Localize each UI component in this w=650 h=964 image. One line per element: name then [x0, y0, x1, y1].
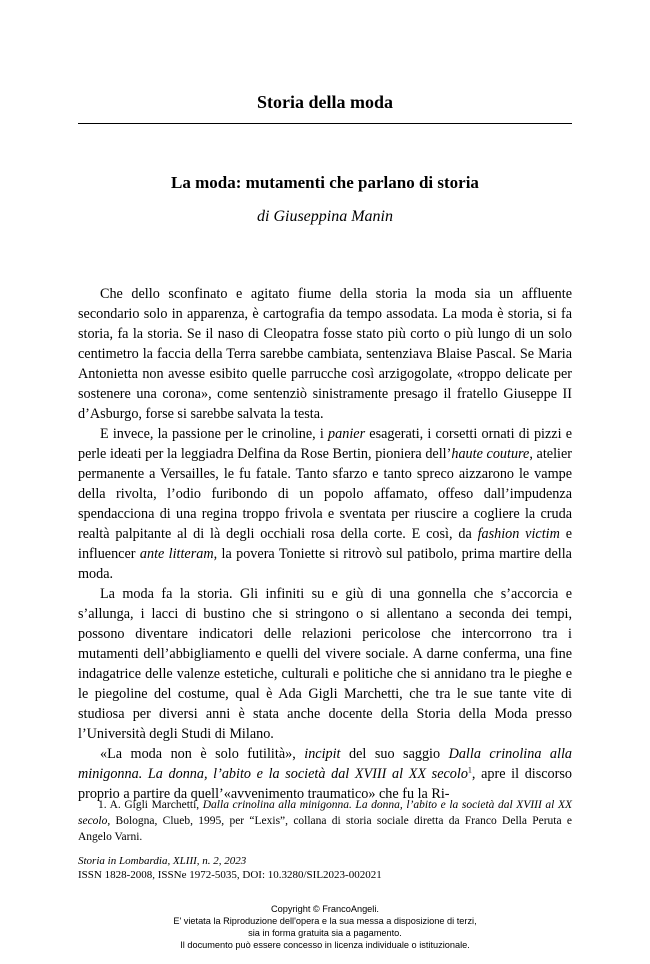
paragraph-1: Che dello sconfinato e agitato fiume della storia la moda sia un affluente secondario solo in apparenza, è cartografia da tempo assodata. La moda è storia, si fa storia, fa la storia. Se il naso di Cleopatra fosse stato più corto o più lungo di un solo centimetro la faccia della Terra sarebbe cambiata, sentenziava Blaise Pascal. Se Maria Antonietta non avesse esibito quelle parrucche così arzigogolate, «troppo delicate per sostenere una corona», come sentenziò sinistramente presago il fratello Giuseppe II d’Asburgo, forse si sarebbe salvata la testa. — [78, 286, 572, 422]
article-title: La moda: mutamenti che parlano di storia — [171, 173, 479, 192]
footnote-1: 1. A. Gigli Marchetti, Dalla crinolina alla minigonna. La donna, l’abito e la società dal XVIII al XX secolo, Bologna, Clueb, 1995, per “Lexis”, collana di storia sociale diretta da Franco Della Peruta e Angelo Varni. — [78, 799, 573, 843]
section-title: Storia della moda — [256, 92, 393, 112]
paragraph-2: E invece, la passione per le crinoline, i panier esagerati, i corsetti ornati di pizzi e perle ideati per la leggiadra Delfina da Rose Bertin, pioniera dell’haute couture, atelier permanente a Versailles, le fu fatale. Tanto sfarzo e tanto spreco aizzarono le vampe della rivolta, l’odio furibondo di un popolo affamato, offeso dall’impudenza spendacciona di una regina troppo frivola e sventata per riuscire a cogliere la cruda realtà palpitante al di là degli occhiali rosa della corte. E così, da fashion victim e influencer ante litteram, la povera Toniette si ritrovò sul patibolo, prima martire della moda. — [78, 426, 573, 582]
article-author: di Giuseppina Manin — [257, 208, 393, 225]
paragraph-4: «La moda non è solo futilità», incipit del suo saggio Dalla crinolina alla minigonna. La donna, l’abito e la società dal XVIII al XX secolo$^1$, apre il discorso proprio a partire da quell’«avvenimento traumatico» che fu la Ri- — [78, 746, 572, 802]
journal-issn-doi: ISSN 1828-2008, ISSNe 1972-5035, DOI: 10.3280/SIL2023-002021 — [78, 869, 382, 881]
journal-info — [78, 854, 572, 882]
header-rule — [78, 123, 572, 124]
article-body — [78, 284, 572, 804]
paragraph-3: La moda fa la storia. Gli infiniti su e giù di una gonnella che s’accorcia e s’allunga, i lacci di bustino che si stringono o si allentano a seconda dei tempi, possono diventare indicatori delle relazioni pericolose che intercorrono tra i mutamenti dell’abbigliamento e quelli del vivere sociale. A darne conferma, una fine indagatrice delle valenze estetiche, culturali e politiche che si annidano tra le pieghe e le piegoline del costume, qual è Ada Gigli Marchetti, che tra le sue tante vite di studiosa per diversi anni è stata anche docente della Storia della Moda presso l’Università degli Studi di Milano. — [78, 586, 572, 742]
footnote-ref[interactable]: 1 — [467, 765, 472, 775]
journal-citation: Storia in Lombardia, XLIII, n. 2, 2023 — [78, 855, 247, 867]
copyright-notice: Copyright © FrancoAngeli. E' vietata la Riproduzione dell'opera e la sua messa a disposizione di terzi, sia in forma gratuita sia a pagamento. Il documento può essere concesso in licenza individuale o istituzionale. — [173, 904, 477, 950]
